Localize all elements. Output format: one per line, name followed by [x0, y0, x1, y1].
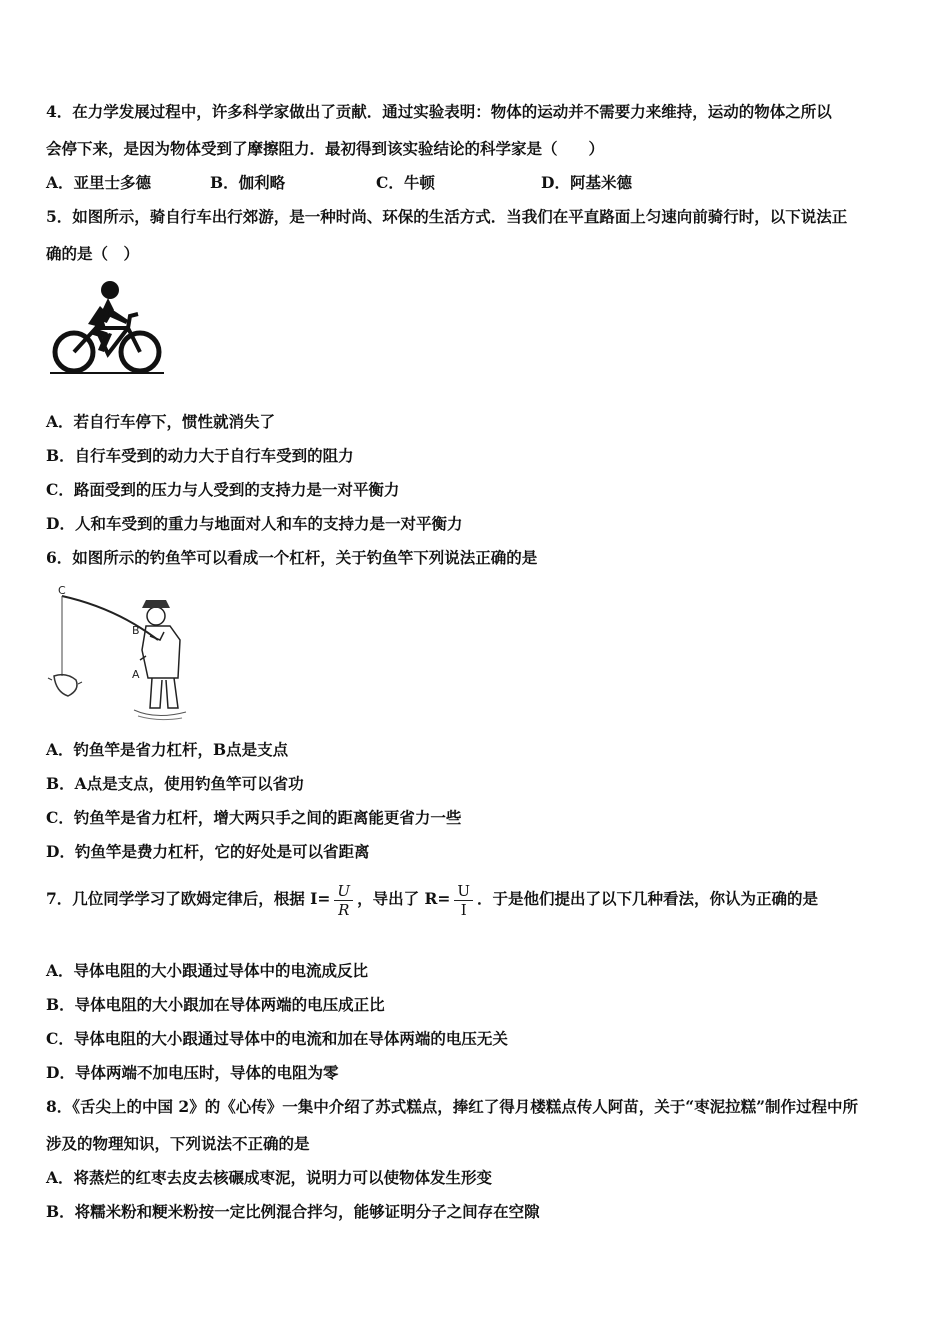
q4-stem-line2: 会停下来，是因为物体受到了摩擦阻力．最初得到该实验结论的科学家是（ ） — [46, 139, 605, 158]
q7-frac2-num: U — [457, 881, 470, 900]
q5-stem-line2: 确的是（ ） — [46, 244, 140, 263]
q5-option-c: C．路面受到的压力与人受到的支持力是一对平衡力 — [46, 480, 400, 499]
fig-label-c: C — [58, 584, 66, 597]
q7-option-a: A．导体电阻的大小跟通过导体中的电流成反比 — [46, 961, 369, 980]
q7-frac1-den: R — [338, 900, 350, 919]
q4-option-a: A．亚里士多德 — [46, 173, 152, 192]
q7-middle: ，导出了 R= — [357, 889, 451, 908]
q8-option-a: A．将蒸烂的红枣去皮去核碾成枣泥，说明力可以使物体发生形变 — [46, 1168, 493, 1187]
q7-frac2-den: I — [460, 900, 467, 919]
q7-fraction-i — [334, 882, 353, 919]
q5-option-a: A．若自行车停下，惯性就消失了 — [46, 412, 276, 431]
q7-fraction-r — [454, 882, 473, 919]
cyclist-figure — [48, 276, 166, 376]
q7-frac1-num: U — [337, 881, 351, 900]
q8-option-b: B．将糯米粉和粳米粉按一定比例混合拌匀，能够证明分子之间存在空隙 — [46, 1202, 540, 1221]
q7-option-b: B．导体电阻的大小跟加在导体两端的电压成正比 — [46, 995, 385, 1014]
q6-option-a: A．钓鱼竿是省力杠杆，B点是支点 — [46, 740, 289, 759]
q7-option-c: C．导体电阻的大小跟通过导体中的电流和加在导体两端的电压无关 — [46, 1029, 508, 1048]
q5-option-d: D．人和车受到的重力与地面对人和车的支持力是一对平衡力 — [46, 514, 463, 533]
q5-option-b: B．自行车受到的动力大于自行车受到的阻力 — [46, 446, 354, 465]
fishing-figure — [46, 580, 196, 722]
q6-option-c: C．钓鱼竿是省力杠杆，增大两只手之间的距离能更省力一些 — [46, 808, 462, 827]
q4-option-b: B．伽利略 — [210, 173, 286, 192]
q6-stem: 6．如图所示的钓鱼竿可以看成一个杠杆，关于钓鱼竿下列说法正确的是 — [46, 548, 538, 567]
q7-option-d: D．导体两端不加电压时，导体的电阻为零 — [46, 1063, 339, 1082]
q6-option-b: B．A点是支点，使用钓鱼竿可以省功 — [46, 774, 304, 793]
q4-option-d: D．阿基米德 — [541, 173, 632, 192]
q6-option-d: D．钓鱼竿是费力杠杆，它的好处是可以省距离 — [46, 842, 370, 861]
q8-stem-line2: 涉及的物理知识，下列说法不正确的是 — [46, 1134, 310, 1153]
q7-stem — [46, 880, 910, 919]
q8-stem-line1: 8．《舌尖上的中国 2》的《心传》一集中介绍了苏式糕点，捧红了得月楼糕点传人阿苗，关于“枣泥拉糕”制作过程中所 — [46, 1097, 859, 1116]
fig-label-b: B — [132, 624, 140, 637]
q4-option-c: C．牛顿 — [376, 173, 435, 192]
q7-prefix: 7．几位同学学习了欧姆定律后，根据 I= — [46, 889, 331, 908]
fig-label-a: A — [132, 668, 140, 681]
q4-stem-line1: 4．在力学发展过程中，许多科学家做出了贡献．通过实验表明：物体的运动并不需要力来维持，运动的物体之所以 — [46, 102, 832, 121]
q7-suffix: ．于是他们提出了以下几种看法，你认为正确的是 — [477, 889, 819, 908]
q5-stem-line1: 5．如图所示，骑自行车出行郊游，是一种时尚、环保的生活方式．当我们在平直路面上匀速向前骑行时，以下说法正 — [46, 207, 848, 226]
